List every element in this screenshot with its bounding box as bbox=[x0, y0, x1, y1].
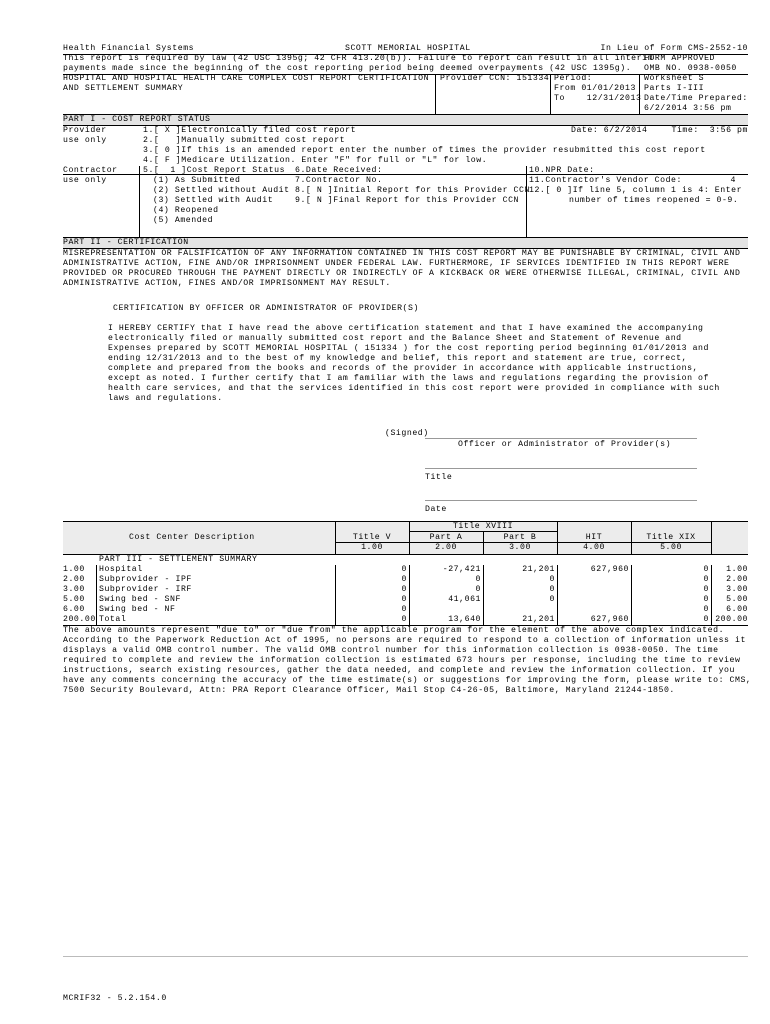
row-description: Total bbox=[99, 615, 127, 624]
table-row bbox=[63, 575, 748, 585]
item-reopened-note: number of times reopened = 0-9. bbox=[569, 196, 739, 205]
officer-label: Officer or Administrator of Provider(s) bbox=[458, 440, 672, 449]
status-option: (3) Settled with Audit bbox=[153, 196, 274, 205]
settlement-rows bbox=[63, 565, 748, 625]
row-value: 0 bbox=[703, 595, 709, 604]
row-value: 627,960 bbox=[590, 565, 629, 574]
title-block bbox=[63, 74, 748, 114]
form-reference: In Lieu of Form CMS-2552-10 bbox=[600, 44, 748, 53]
signature-line[interactable] bbox=[425, 429, 697, 439]
row-number: 6.00 bbox=[63, 605, 85, 614]
item-electronic: 1.[ X ]Electronically filed cost report bbox=[143, 126, 357, 135]
footnote-line: instructions, search existing resources, gather the data needed, and complete and review the information collection. If you bbox=[63, 666, 735, 675]
title-field-label: Title bbox=[425, 473, 453, 482]
item-contractor-no: 7.Contractor No. bbox=[295, 176, 383, 185]
row-value: 0 bbox=[703, 605, 709, 614]
part1-title: PART I - COST REPORT STATUS bbox=[63, 115, 211, 124]
part3-header bbox=[63, 554, 748, 565]
col-header: Part B bbox=[503, 533, 537, 542]
provider-label: use only bbox=[63, 136, 107, 145]
row-number-end: 2.00 bbox=[726, 575, 748, 584]
table-row bbox=[63, 615, 748, 625]
row-value: 0 bbox=[401, 595, 407, 604]
status-time: Time: 3:56 pm bbox=[671, 126, 748, 135]
status-option: (4) Reopened bbox=[153, 206, 219, 215]
signature-block bbox=[63, 429, 748, 467]
footnote bbox=[63, 625, 752, 698]
cert-line: electronically filed or manually submitted cost report and the Balance Sheet and Statement of Revenue and bbox=[108, 334, 682, 343]
row-value: 0 bbox=[401, 575, 407, 584]
row-description: Swing bed - NF bbox=[99, 605, 176, 614]
row-number-end: 200.00 bbox=[715, 615, 748, 624]
title-line[interactable] bbox=[425, 467, 697, 469]
row-number-end: 5.00 bbox=[726, 595, 748, 604]
footnote-line: required to complete and review the information collection is estimated 673 hours per response, including the time to review bbox=[63, 656, 741, 665]
cert-line: ending 12/31/2013 and to the best of my knowledge and belief, this report and statement are true, correct, bbox=[108, 354, 688, 363]
signed-label: (Signed) bbox=[385, 429, 429, 438]
row-description: Hospital bbox=[99, 565, 143, 574]
row-value: 41,061 bbox=[448, 595, 481, 604]
law-notice-2: payments made since the beginning of the cost reporting period being deemed overpayments (42 USC 1395g). bbox=[63, 64, 632, 73]
item-final-report: 9.[ N ]Final Report for this Provider CCN bbox=[295, 196, 519, 205]
row-value: 21,201 bbox=[522, 615, 555, 624]
footnote-line: According to the Paperwork Reduction Act of 1995, no persons are required to respond to a collection of information unless it bbox=[63, 636, 746, 645]
footnote-line: The above amounts represent "due to" or "due from" the applicable program for the element of the above complex indicated. bbox=[63, 626, 725, 635]
provider-label: Provider bbox=[63, 126, 107, 135]
part2-title: PART II - CERTIFICATION bbox=[63, 238, 189, 247]
vendor-code-value: 4 bbox=[730, 176, 736, 185]
item-npr-date: 10.NPR Date: bbox=[529, 166, 595, 175]
row-value: 0 bbox=[703, 565, 709, 574]
col-number: 2.00 bbox=[435, 543, 457, 552]
report-title-2: AND SETTLEMENT SUMMARY bbox=[63, 84, 184, 93]
warning-line: PROVIDED OR PROCURED THROUGH THE PAYMENT DIRECTLY OR INDIRECTLY OF A KICKBACK OR WERE OTHERWISE ILLEGAL, CRIMINAL, CIVIL AND bbox=[63, 269, 741, 278]
cert-line: laws and regulations. bbox=[108, 394, 223, 403]
omb-number: OMB NO. 0938-0050 bbox=[644, 64, 737, 73]
item-utilization: 4.[ F ]Medicare Utilization. Enter "F" for full or "L" for low. bbox=[143, 156, 488, 165]
footnote-line: 7500 Security Boulevard, Attn: PRA Report Clearance Officer, Mail Stop C4-26-05, Baltimore, Maryland 21244-1850. bbox=[63, 686, 675, 695]
row-value: 0 bbox=[703, 615, 709, 624]
row-value: 0 bbox=[401, 615, 407, 624]
status-option: (2) Settled without Audit bbox=[153, 186, 290, 195]
item-reopened: 12.[ 0 ]If line 5, column 1 is 4: Enter bbox=[529, 186, 743, 195]
row-value: 21,201 bbox=[522, 565, 555, 574]
row-description: Subprovider - IPF bbox=[99, 575, 192, 584]
prepared-label: Date/Time Prepared: bbox=[644, 94, 748, 103]
provider-use-section bbox=[63, 126, 748, 166]
row-value: 0 bbox=[401, 585, 407, 594]
row-description: Subprovider - IRF bbox=[99, 585, 192, 594]
table-row bbox=[63, 595, 748, 605]
item-vendor-code: 11.Contractor's Vendor Code: bbox=[529, 176, 682, 185]
footnote-line: displays a valid OMB control number. The valid OMB control number for this information collection is 0938-0050. The time bbox=[63, 646, 719, 655]
status-date: Date: 6/2/2014 bbox=[571, 126, 648, 135]
part2-header bbox=[63, 237, 748, 249]
col-header: HIT bbox=[585, 533, 603, 542]
cert-heading: CERTIFICATION BY OFFICER OR ADMINISTRATOR OF PROVIDER(S) bbox=[113, 304, 419, 313]
row-value: 0 bbox=[475, 585, 481, 594]
row-number-end: 3.00 bbox=[726, 585, 748, 594]
row-number-end: 1.00 bbox=[726, 565, 748, 574]
col-header: Title V bbox=[352, 533, 392, 542]
period-from: From 01/01/2013 bbox=[554, 84, 636, 93]
report-title-1: HOSPITAL AND HOSPITAL HEALTH CARE COMPLEX COST REPORT CERTIFICATION bbox=[63, 74, 430, 83]
item-manual: 2.[ ]Manually submitted cost report bbox=[143, 136, 346, 145]
part3-title: PART III - SETTLEMENT SUMMARY bbox=[99, 555, 258, 564]
row-number: 3.00 bbox=[63, 585, 85, 594]
software-version: MCRIF32 - 5.2.154.0 bbox=[63, 994, 167, 1003]
cert-line: health care services, and that the services identified in this cost report were provided in compliance with such bbox=[108, 384, 720, 393]
cert-line: I HEREBY CERTIFY that I have read the above certification statement and that I have examined the accompanying bbox=[108, 324, 704, 333]
cost-report-page bbox=[63, 44, 752, 698]
col-header: Title XIX bbox=[646, 533, 696, 542]
row-value: 13,640 bbox=[448, 615, 481, 624]
date-field-label: Date bbox=[425, 505, 447, 514]
col-number: 5.00 bbox=[660, 543, 682, 552]
item-date-received: 6.Date Received: bbox=[295, 166, 383, 175]
row-number: 200.00 bbox=[63, 615, 96, 624]
row-value: 0 bbox=[475, 575, 481, 584]
system-name: Health Financial Systems bbox=[63, 44, 195, 53]
row-value: 0 bbox=[549, 575, 555, 584]
warning-line: ADMINISTRATIVE ACTION, FINE AND/OR IMPRISONMENT UNDER FEDERAL LAW. FURTHERMORE, IF SERVICES IDENTIFIED IN THIS REPORT WERE bbox=[63, 259, 730, 268]
row-value: 0 bbox=[703, 575, 709, 584]
law-notice-1: This report is required by law (42 USC 1395g; 42 CFR 413.20(b)). Failure to report can result in all interim bbox=[63, 54, 654, 63]
cert-statement bbox=[63, 324, 748, 429]
row-value: 627,960 bbox=[590, 615, 629, 624]
warning-line: MISREPRESENTATION OR FALSIFICATION OF ANY INFORMATION CONTAINED IN THIS COST REPORT MAY BE PUNISHABLE BY CRIMINAL, CIVIL AND bbox=[63, 249, 741, 258]
worksheet: Worksheet S bbox=[644, 74, 705, 83]
warning-line: ADMINISTRATIVE ACTION, FINES AND/OR IMPRISONMENT MAY RESULT. bbox=[63, 279, 391, 288]
row-description: Swing bed - SNF bbox=[99, 595, 181, 604]
row-value: 0 bbox=[401, 565, 407, 574]
table-row bbox=[63, 605, 748, 615]
contractor-label: Contractor bbox=[63, 166, 118, 175]
contractor-label: use only bbox=[63, 176, 107, 185]
row-value: 0 bbox=[401, 605, 407, 614]
cert-line: except as noted. I further certify that I am familiar with the laws and regulations regarding the provision of bbox=[108, 374, 709, 383]
provider-ccn: Provider CCN: 151334 bbox=[440, 74, 550, 83]
row-number: 1.00 bbox=[63, 565, 85, 574]
status-option: (5) Amended bbox=[153, 216, 214, 225]
cert-line: complete and prepared from the books and records of the provider in accordance with applicable instructions, bbox=[108, 364, 699, 373]
table-row bbox=[63, 585, 748, 595]
row-value: 0 bbox=[703, 585, 709, 594]
period-to: To 12/31/2013 bbox=[554, 94, 642, 103]
row-number-end: 6.00 bbox=[726, 605, 748, 614]
col-number: 3.00 bbox=[509, 543, 531, 552]
row-number: 5.00 bbox=[63, 595, 85, 604]
row-value: 0 bbox=[549, 595, 555, 604]
date-line[interactable] bbox=[425, 499, 697, 501]
row-value: 0 bbox=[549, 585, 555, 594]
settlement-table-header bbox=[63, 521, 748, 554]
row-value: -27,421 bbox=[442, 565, 481, 574]
cert-line: Expenses prepared by SCOTT MEMORIAL HOSPITAL ( 151334 ) for the cost reporting period beginning 01/01/2013 and bbox=[108, 344, 709, 353]
footnote-line: have any comments concerning the accuracy of the time estimate(s) or suggestions for improving the form, please write to: CMS, bbox=[63, 676, 752, 685]
item-initial-report: 8.[ N ]Initial Report for this Provider CCN bbox=[295, 186, 530, 195]
header-line bbox=[63, 44, 748, 54]
item-amended: 3.[ 0 ]If this is an amended report enter the number of times the provider resubmitted this cost report bbox=[143, 146, 706, 155]
footer-divider bbox=[63, 956, 748, 957]
parts: Parts I-III bbox=[644, 84, 705, 93]
col-desc-header: Cost Center Description bbox=[129, 533, 255, 542]
period-label: Period: bbox=[554, 74, 593, 83]
hospital-name: SCOTT MEMORIAL HOSPITAL bbox=[345, 44, 471, 53]
col-group-header: Title XVIII bbox=[452, 522, 514, 531]
contractor-use-section bbox=[63, 166, 748, 237]
item-status: 5.[ 1 ]Cost Report Status bbox=[143, 166, 286, 175]
part1-header bbox=[63, 114, 748, 126]
form-approved: FORM APPROVED bbox=[644, 54, 716, 63]
table-row bbox=[63, 565, 748, 575]
col-number: 1.00 bbox=[361, 543, 383, 552]
row-number: 2.00 bbox=[63, 575, 85, 584]
col-header: Part A bbox=[429, 533, 463, 542]
warning-text bbox=[63, 249, 748, 304]
status-option: (1) As Submitted bbox=[153, 176, 241, 185]
col-number: 4.00 bbox=[583, 543, 605, 552]
prepared-value: 6/2/2014 3:56 pm bbox=[644, 104, 732, 113]
